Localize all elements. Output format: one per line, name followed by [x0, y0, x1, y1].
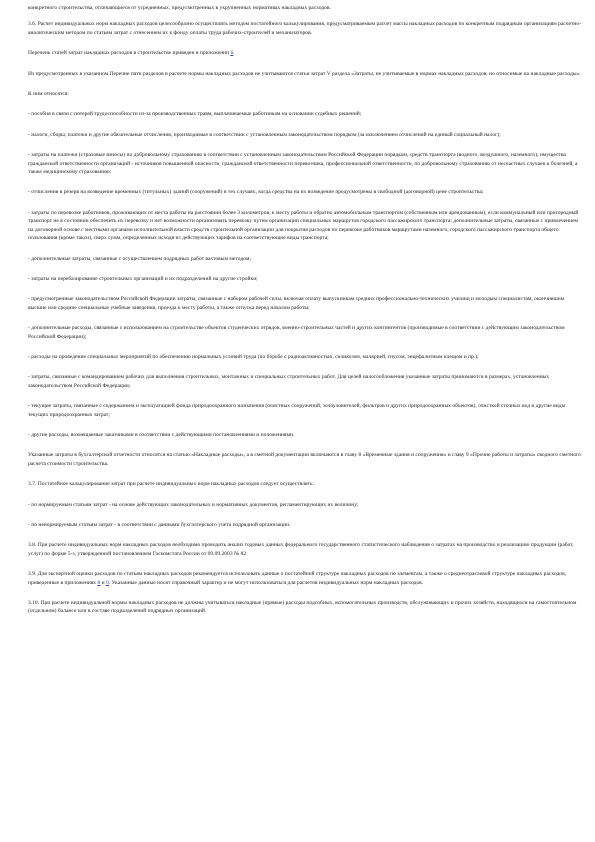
- list-item: - дополнительные затраты, связанные с осуществлением подрядных работ вахтовым методом;: [28, 255, 251, 262]
- list-item: - по ненормируемым статьям затрат - в соответствии с данными бухгалтерского учета подрядной организации.: [28, 522, 291, 528]
- appendix-8-link[interactable]: 8: [97, 579, 101, 586]
- list-item: - затраты по перевозке работников, проживающих от места работы на расстоянии более 3 километров, к месту работы и обратно автомобильным транспортом (собственным или арендованным), если коммунальный или пригородный транспорт не в состоянии обеспечить их перевозку и нет возможности организовать перевозку путем организации специальных маршрутов городского пассажирского транспорта; дополнительные затраты, связанные с привлечением на договорной основе с местными органами исполнительной власти средств строительной организации для покрытия расходов по перевозке работников маршрутами наземного, городского пассажирского транспорта общего пользования (кроме такси), сверх сумм, определенных исходя из действующих тарифов на соответствующие виды транспорта;: [28, 209, 579, 242]
- list-item: - предусмотренные законодательством Российской Федерации затраты, связанные с набором рабочей силы, включая оплату выпускникам средних профессионально-технических училищ и молодым специалистам, окончившим высшие или средние специальные учебные заведения, проезда к месту работы, а также отпуска перед началом работы;: [28, 296, 565, 311]
- appendix-9-link[interactable]: 9: [106, 579, 109, 586]
- paragraph-3-8: 3.8. При расчете индивидуальных норм накладных расходов необходимо проводить анализ годовых данных федерального государственного статистического наблюдения о затратах на производство и реализацию продукции (работ, услуг) по форме 5-з, утвержденной постановлением Госкомстата России от 09.09.2003 № 82.: [28, 542, 574, 557]
- list-item: - затраты на перебазирование строительных организаций и их подразделений на другие стройки;: [28, 275, 258, 282]
- paragraph: конкретного строительства, отличающиеся от усредненных, предусмотренных в укрупненных нормативах накладных расходов.: [28, 5, 331, 11]
- paragraph-3-9: 3.9. Для экспертной оценки расходов по статьям накладных расходов рекомендуется использовать данные о постатейной структуре накладных расходов по элементам, а также о среднеотраслевой структуре накладных расходов, приведенные в приложениях 8 и 9. Указанные данные носят справочный характер и не могут использоваться для расчетов индивидуальных норм накладных расходов.: [28, 571, 567, 586]
- list-item: - затраты, связанные с командированием рабочих для выполнения строительных, монтажных и специальных строительных работ. Для целей налогообложения указанные затраты принимаются в размерах, установленных законодательством Российской Федерации;: [28, 374, 550, 389]
- list-item: - другие расходы, возмещаемые заказчиками в соответствии с действующими постановлениями и положениями.: [28, 431, 295, 438]
- list-item: - текущие затраты, связанные с содержанием и эксплуатацией фонда природоохранного назначения (очистных сооружений, золоуловителей, фильтров и других природоохранных объектов), очисткой сточных вод и другие виды текущих природоохранных затрат;: [28, 403, 566, 418]
- list-item: - затраты на платежи (страховые взносы) по добровольному страхованию в соответствии с установленным законодательством Российской Федерации порядком, средств транспорта (водного, воздушного, наземного), имущества гражданской ответственности организаций - источников повышенной опасности, гражданской ответственности перевозчика, профессиональной ответственности, по добровольному страхованию от несчастных случаев и болезней, а также медицинскому страхованию;: [28, 152, 578, 176]
- paragraph-appendix-6: Перечень статей затрат накладных расходов в строительстве приведен в приложении 6.: [28, 50, 235, 57]
- paragraph-3-6: 3.6. Расчет индивидуальных норм накладных расходов целесообразно осуществлять методом постатейного калькулирования, предусматриваемым расчет массы накладных расходов по конкретным подрядным организациям расчетно-аналитическим методом по статьям затрат с отнесением их к фонду оплаты труда рабочих-строителей и механизаторов.: [28, 21, 581, 36]
- appendix-6-link[interactable]: 6: [230, 50, 234, 57]
- paragraph-3-10: 3.10. При расчете индивидуальной нормы накладных расходов не должны учитываться накладные (прямые) расходы подсобных, вспомогательных производств, обслуживающих и прочих хозяйств, находящихся на самостоятельном (отдельном) балансе или в составе подразделений подрядных организаций.: [28, 600, 577, 615]
- list-item: - расходы на проведение специальных мероприятий по обеспечению нормальных условий труда (по борьбе с радиоактивностью, силикозом, малярией, гнусом, энцефалитным клещом и пр.);: [28, 353, 479, 360]
- list-item: - налоги, сборы, платежи и другие обязательные отчисления, производимые в соответствии с установленным законодательством порядком (за исключением отчислений на единый социальный налог);: [28, 131, 501, 138]
- list-item: - отчисления в резерв на возведение временных (титульных) зданий (сооружений) в тех случаях, когда средства на их возведение предусмотрены в свободной (договорной) цене строительства;: [28, 189, 484, 196]
- paragraph: Указанные затраты в бухгалтерской отчетности относятся на статью «Накладные расходы», а в сметной документации включаются в главу 8 «Временные здания и сооружения» и главу 9 «Прочие работы и затраты» сводного сметного расчета стоимости строительства.: [28, 452, 581, 467]
- list-item: - по нормируемым статьям затрат - на основе действующих законодательных и нормативных документов, регламентирующих их величину;: [28, 501, 359, 508]
- list-item: - пособия в связи с потерей трудоспособности из-за производственных травм, выплачиваемые работникам на основании судебных решений;: [28, 111, 362, 118]
- paragraph-3-7: 3.7. Постатейное калькулирование затрат при расчете индивидуальных норм накладных расходов следует осуществлять:: [28, 481, 315, 488]
- paragraph: К ним относятся:: [28, 91, 69, 98]
- list-item: - дополнительные расходы, связанные с использованием на строительстве объектов студенческих отрядов, военно-строительных частей и других контингентов (производимые в соответствии с действующим законодательством Российской Федерации);: [28, 325, 565, 340]
- paragraph: Из предусмотренных в указанном Перечне пяти разделов в расчете нормы накладных расходов не учитываются статьи затрат V раздела «Затраты, не учитываемые в нормах накладных расходов, но относимые на накладные расходы».: [28, 70, 581, 77]
